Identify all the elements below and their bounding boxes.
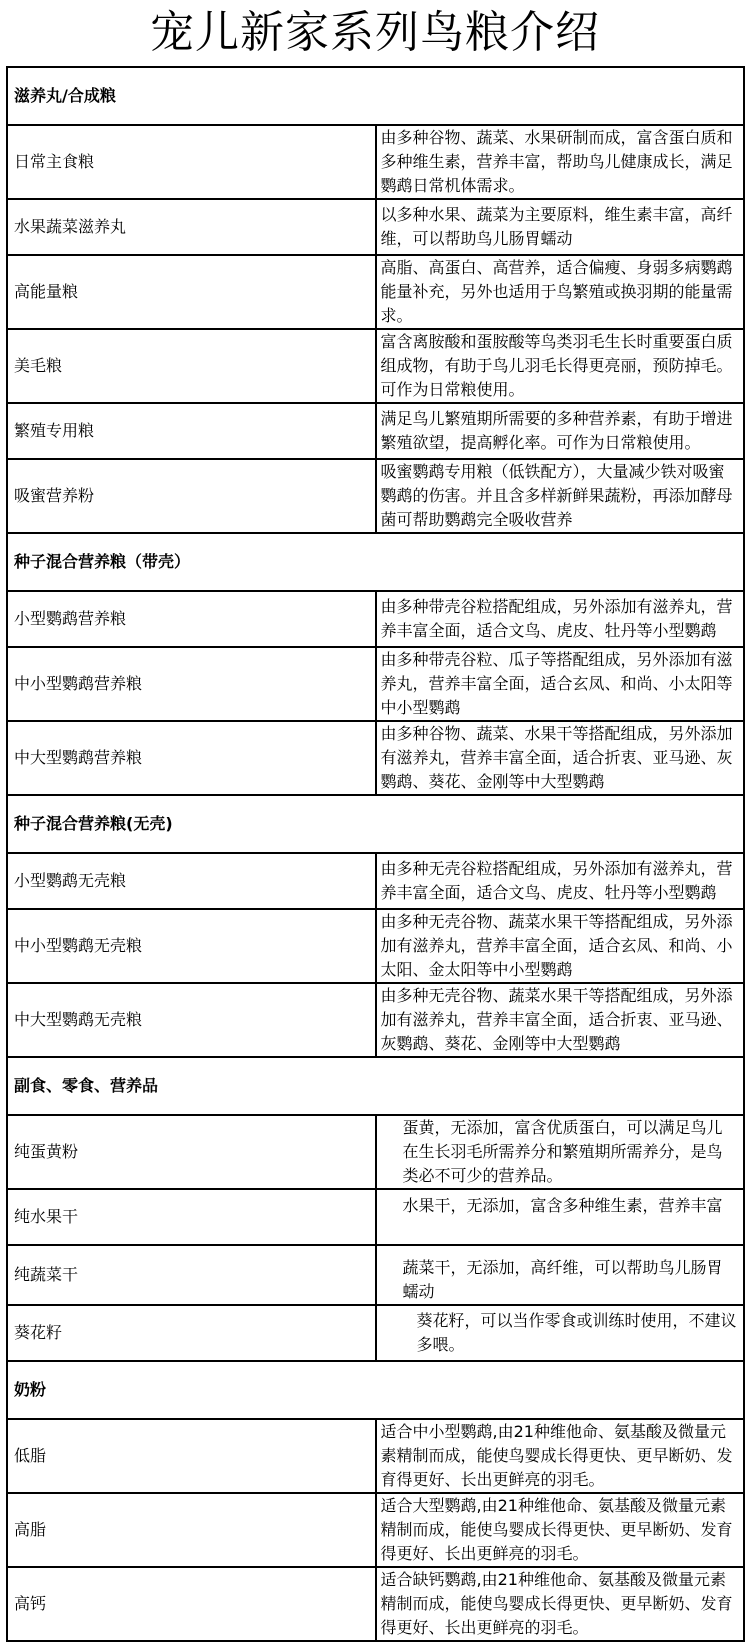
product-name: 高能量粮 xyxy=(7,255,376,329)
product-description: 高脂、高蛋白、高营养，适合偏瘦、身弱多病鹦鹉能量补充，另外也适用于鸟繁殖或换羽期的能量需求。 xyxy=(376,255,745,329)
product-name: 吸蜜营养粉 xyxy=(7,459,376,533)
table-row xyxy=(7,199,744,255)
section-header-row xyxy=(7,1361,744,1419)
section-header-row xyxy=(7,795,744,853)
table-row xyxy=(7,721,744,795)
product-name: 水果蔬菜滋养丸 xyxy=(7,199,376,255)
product-name: 小型鹦鹉营养粮 xyxy=(7,591,376,647)
product-description: 适合中小型鹦鹉,由21种维他命、氨基酸及微量元素精制而成，能使鸟婴成长得更快、更早断奶、发育得更好、长出更鲜亮的羽毛。 xyxy=(376,1419,745,1493)
product-description: 适合缺钙鹦鹉,由21种维他命、氨基酸及微量元素精制而成，能使鸟婴成长得更快、更早断奶、发育得更好、长出更鲜亮的羽毛。 xyxy=(376,1567,745,1641)
product-name: 高脂 xyxy=(7,1493,376,1567)
product-name: 中小型鹦鹉无壳粮 xyxy=(7,909,376,983)
table-row xyxy=(7,647,744,721)
product-description: 葵花籽，可以当作零食或训练时使用，不建议多喂。 xyxy=(376,1305,745,1361)
table-row xyxy=(7,125,744,199)
product-description: 由多种谷物、蔬菜、水果干等搭配组成，另外添加有滋养丸，营养丰富全面，适合折衷、亚马逊、灰鹦鹉、葵花、金刚等中大型鹦鹉 xyxy=(376,721,745,795)
table-row xyxy=(7,853,744,909)
product-description: 吸蜜鹦鹉专用粮（低铁配方），大量减少铁对吸蜜鹦鹉的伤害。并且含多样新鲜果蔬粉，再添加酵母菌可帮助鹦鹉完全吸收营养 xyxy=(376,459,745,533)
table-row xyxy=(7,591,744,647)
product-name: 纯蔬菜干 xyxy=(7,1245,376,1305)
product-name: 中小型鹦鹉营养粮 xyxy=(7,647,376,721)
section-header-row xyxy=(7,67,744,125)
table-row xyxy=(7,1245,744,1305)
table-row xyxy=(7,983,744,1057)
section-header-row xyxy=(7,533,744,591)
table-row xyxy=(7,403,744,459)
table-row xyxy=(7,1115,744,1189)
product-description: 满足鸟儿繁殖期所需要的多种营养素，有助于增进繁殖欲望，提高孵化率。可作为日常粮使用。 xyxy=(376,403,745,459)
product-description: 由多种带壳谷粒、瓜子等搭配组成，另外添加有滋养丸，营养丰富全面，适合玄凤、和尚、小太阳等中小型鹦鹉 xyxy=(376,647,745,721)
product-name: 纯蛋黄粉 xyxy=(7,1115,376,1189)
table-row xyxy=(7,1305,744,1361)
product-description: 水果干，无添加，富含多种维生素，营养丰富 xyxy=(376,1189,745,1245)
product-description: 由多种无壳谷粒搭配组成，另外添加有滋养丸，营养丰富全面，适合文鸟、虎皮、牡丹等小型鹦鹉 xyxy=(376,853,745,909)
product-description: 由多种无壳谷物、蔬菜水果干等搭配组成，另外添加有滋养丸，营养丰富全面，适合玄凤、和尚、小太阳、金太阳等中小型鹦鹉 xyxy=(376,909,745,983)
product-description: 适合大型鹦鹉,由21种维他命、氨基酸及微量元素精制而成，能使鸟婴成长得更快、更早断奶、发育得更好、长出更鲜亮的羽毛。 xyxy=(376,1493,745,1567)
section-header: 滋养丸/合成粮 xyxy=(7,67,744,125)
table-row xyxy=(7,459,744,533)
table-row xyxy=(7,1189,744,1245)
product-name: 纯水果干 xyxy=(7,1189,376,1245)
product-name: 中大型鹦鹉无壳粮 xyxy=(7,983,376,1057)
page-title: 宠儿新家系列鸟粮介绍 xyxy=(150,7,600,58)
product-description: 蔬菜干，无添加，高纤维，可以帮助鸟儿肠胃蠕动 xyxy=(376,1245,745,1305)
section-header-row xyxy=(7,1057,744,1115)
section-header: 种子混合营养粮(无壳) xyxy=(7,795,744,853)
table-row xyxy=(7,1419,744,1493)
product-name: 美毛粮 xyxy=(7,329,376,403)
section-header: 种子混合营养粮（带壳） xyxy=(7,533,744,591)
table-row xyxy=(7,329,744,403)
section-header: 副食、零食、营养品 xyxy=(7,1057,744,1115)
product-table xyxy=(6,66,745,1642)
product-description: 富含离胺酸和蛋胺酸等鸟类羽毛生长时重要蛋白质组成物，有助于鸟儿羽毛长得更亮丽，预防掉毛。可作为日常粮使用。 xyxy=(376,329,745,403)
table-row xyxy=(7,1493,744,1567)
product-name: 低脂 xyxy=(7,1419,376,1493)
product-name: 中大型鹦鹉营养粮 xyxy=(7,721,376,795)
table-row xyxy=(7,255,744,329)
product-name: 高钙 xyxy=(7,1567,376,1641)
product-description: 由多种谷物、蔬菜、水果研制而成，富含蛋白质和多种维生素，营养丰富，帮助鸟儿健康成长，满足鹦鹉日常机体需求。 xyxy=(376,125,745,199)
product-name: 小型鹦鹉无壳粮 xyxy=(7,853,376,909)
product-description: 以多种水果、蔬菜为主要原料，维生素丰富，高纤维，可以帮助鸟儿肠胃蠕动 xyxy=(376,199,745,255)
table-row xyxy=(7,909,744,983)
product-name: 日常主食粮 xyxy=(7,125,376,199)
section-header: 奶粉 xyxy=(7,1361,744,1419)
product-name: 葵花籽 xyxy=(7,1305,376,1361)
product-description: 蛋黄，无添加，富含优质蛋白，可以满足鸟儿在生长羽毛所需养分和繁殖期所需养分，是鸟类必不可少的营养品。 xyxy=(376,1115,745,1189)
product-name: 繁殖专用粮 xyxy=(7,403,376,459)
product-description: 由多种无壳谷物、蔬菜水果干等搭配组成，另外添加有滋养丸，营养丰富全面，适合折衷、亚马逊、灰鹦鹉、葵花、金刚等中大型鹦鹉 xyxy=(376,983,745,1057)
product-description: 由多种带壳谷粒搭配组成，另外添加有滋养丸，营养丰富全面，适合文鸟、虎皮、牡丹等小型鹦鹉 xyxy=(376,591,745,647)
table-row xyxy=(7,1567,744,1641)
